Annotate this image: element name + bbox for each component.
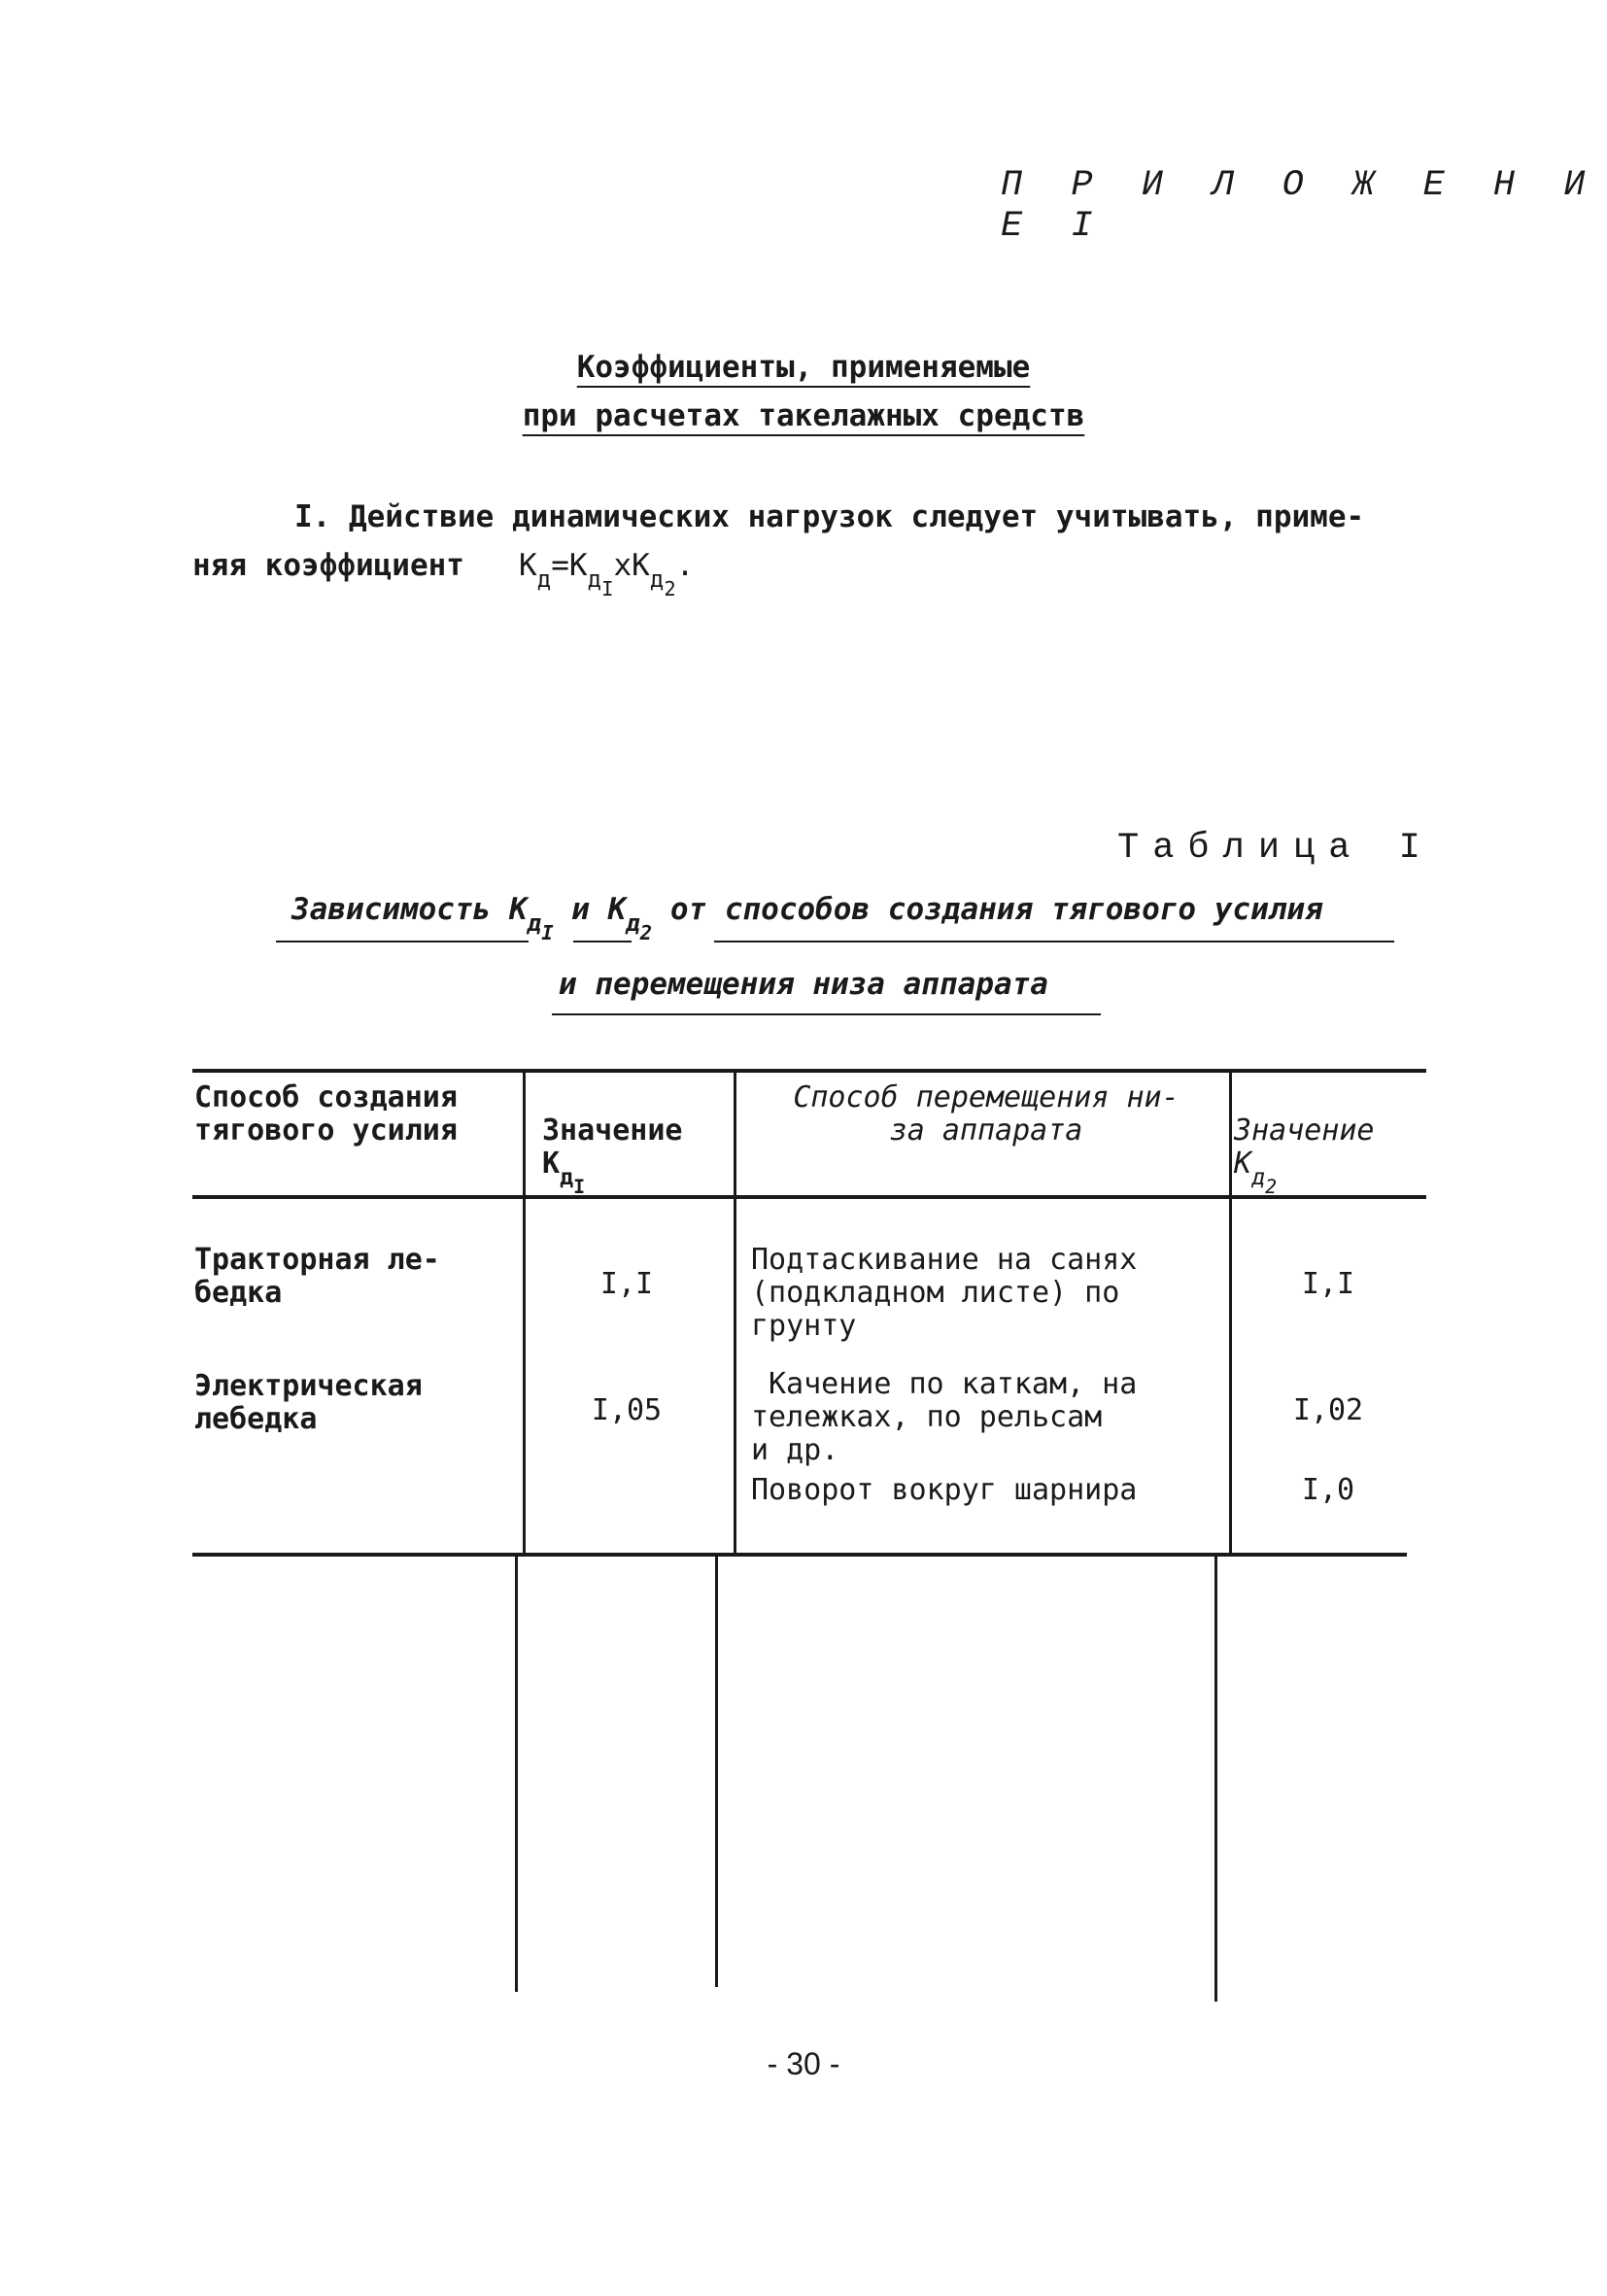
caption-underline-1 (276, 941, 529, 942)
table-col-extension-2 (715, 1555, 718, 1987)
row1-movement-method: Подтаскивание на санях (подкладном листе) по грунту (751, 1243, 1138, 1343)
row1-traction-method: Тракторная ле- бедка (194, 1243, 440, 1310)
table-col-divider-3 (1229, 1069, 1232, 1555)
document-title-line1: Коэффициенты, применяемые (576, 350, 1031, 385)
appendix-heading: П Р И Л О Ж Е Н И Е І (1001, 165, 1599, 247)
row3-k2-value: І,0 (1301, 1473, 1355, 1507)
header-traction-method: Способ создания тягового усилия (194, 1080, 458, 1148)
row2-movement-method: Качение по каткам, на тележках, по рельсам и др. (751, 1367, 1138, 1467)
paragraph-line2: няя коэффициент $К_д=К_{д_I}хК_{д_2}$. (192, 548, 695, 601)
table-col-extension-3 (1214, 1555, 1217, 2002)
caption-underline-4 (552, 1013, 1101, 1015)
paragraph-line1: І. Действие динамических нагрузок следует учитывать, приме- (294, 499, 1365, 534)
row2-k2-value: І,02 (1292, 1393, 1364, 1427)
row2-k1-value: І,05 (591, 1393, 663, 1427)
table-col-extension-1 (515, 1555, 518, 1992)
document-title-line2: при расчетах такелажных средств (522, 398, 1085, 433)
row3-movement-method: Поворот вокруг шарнира (751, 1473, 1138, 1507)
header-k2-value: Значение $К_{д2}$ (1234, 1114, 1375, 1198)
header-movement-method: Способ перемещения ни- за аппарата (793, 1080, 1180, 1148)
row1-k1-value: І,І (599, 1267, 654, 1301)
table-col-divider-2 (734, 1069, 736, 1555)
table-col-divider-1 (523, 1069, 526, 1555)
row2-traction-method: Электрическая лебедка (194, 1369, 423, 1436)
row1-k2-value: І,І (1301, 1267, 1355, 1301)
page-number: - 30 - (767, 2046, 840, 2081)
coefficient-formula: $К_д=К_{д_I}хК_{д_2}$. (518, 548, 695, 601)
header-k1-value: Значение $К_{дI}$ (542, 1114, 683, 1198)
caption-underline-3 (714, 941, 1394, 942)
caption-underline-2 (573, 941, 632, 942)
table-caption-line2: и перемещения низа аппарата (559, 967, 1048, 1002)
table-caption-line1: Зависимость $К_{д_I}$ и $К_{д_2}$ от способов создания тягового усилия (291, 892, 1323, 945)
table-bottom-rule (192, 1553, 1407, 1557)
table-label: Таблица І (1117, 828, 1434, 869)
table-top-rule (192, 1069, 1426, 1073)
